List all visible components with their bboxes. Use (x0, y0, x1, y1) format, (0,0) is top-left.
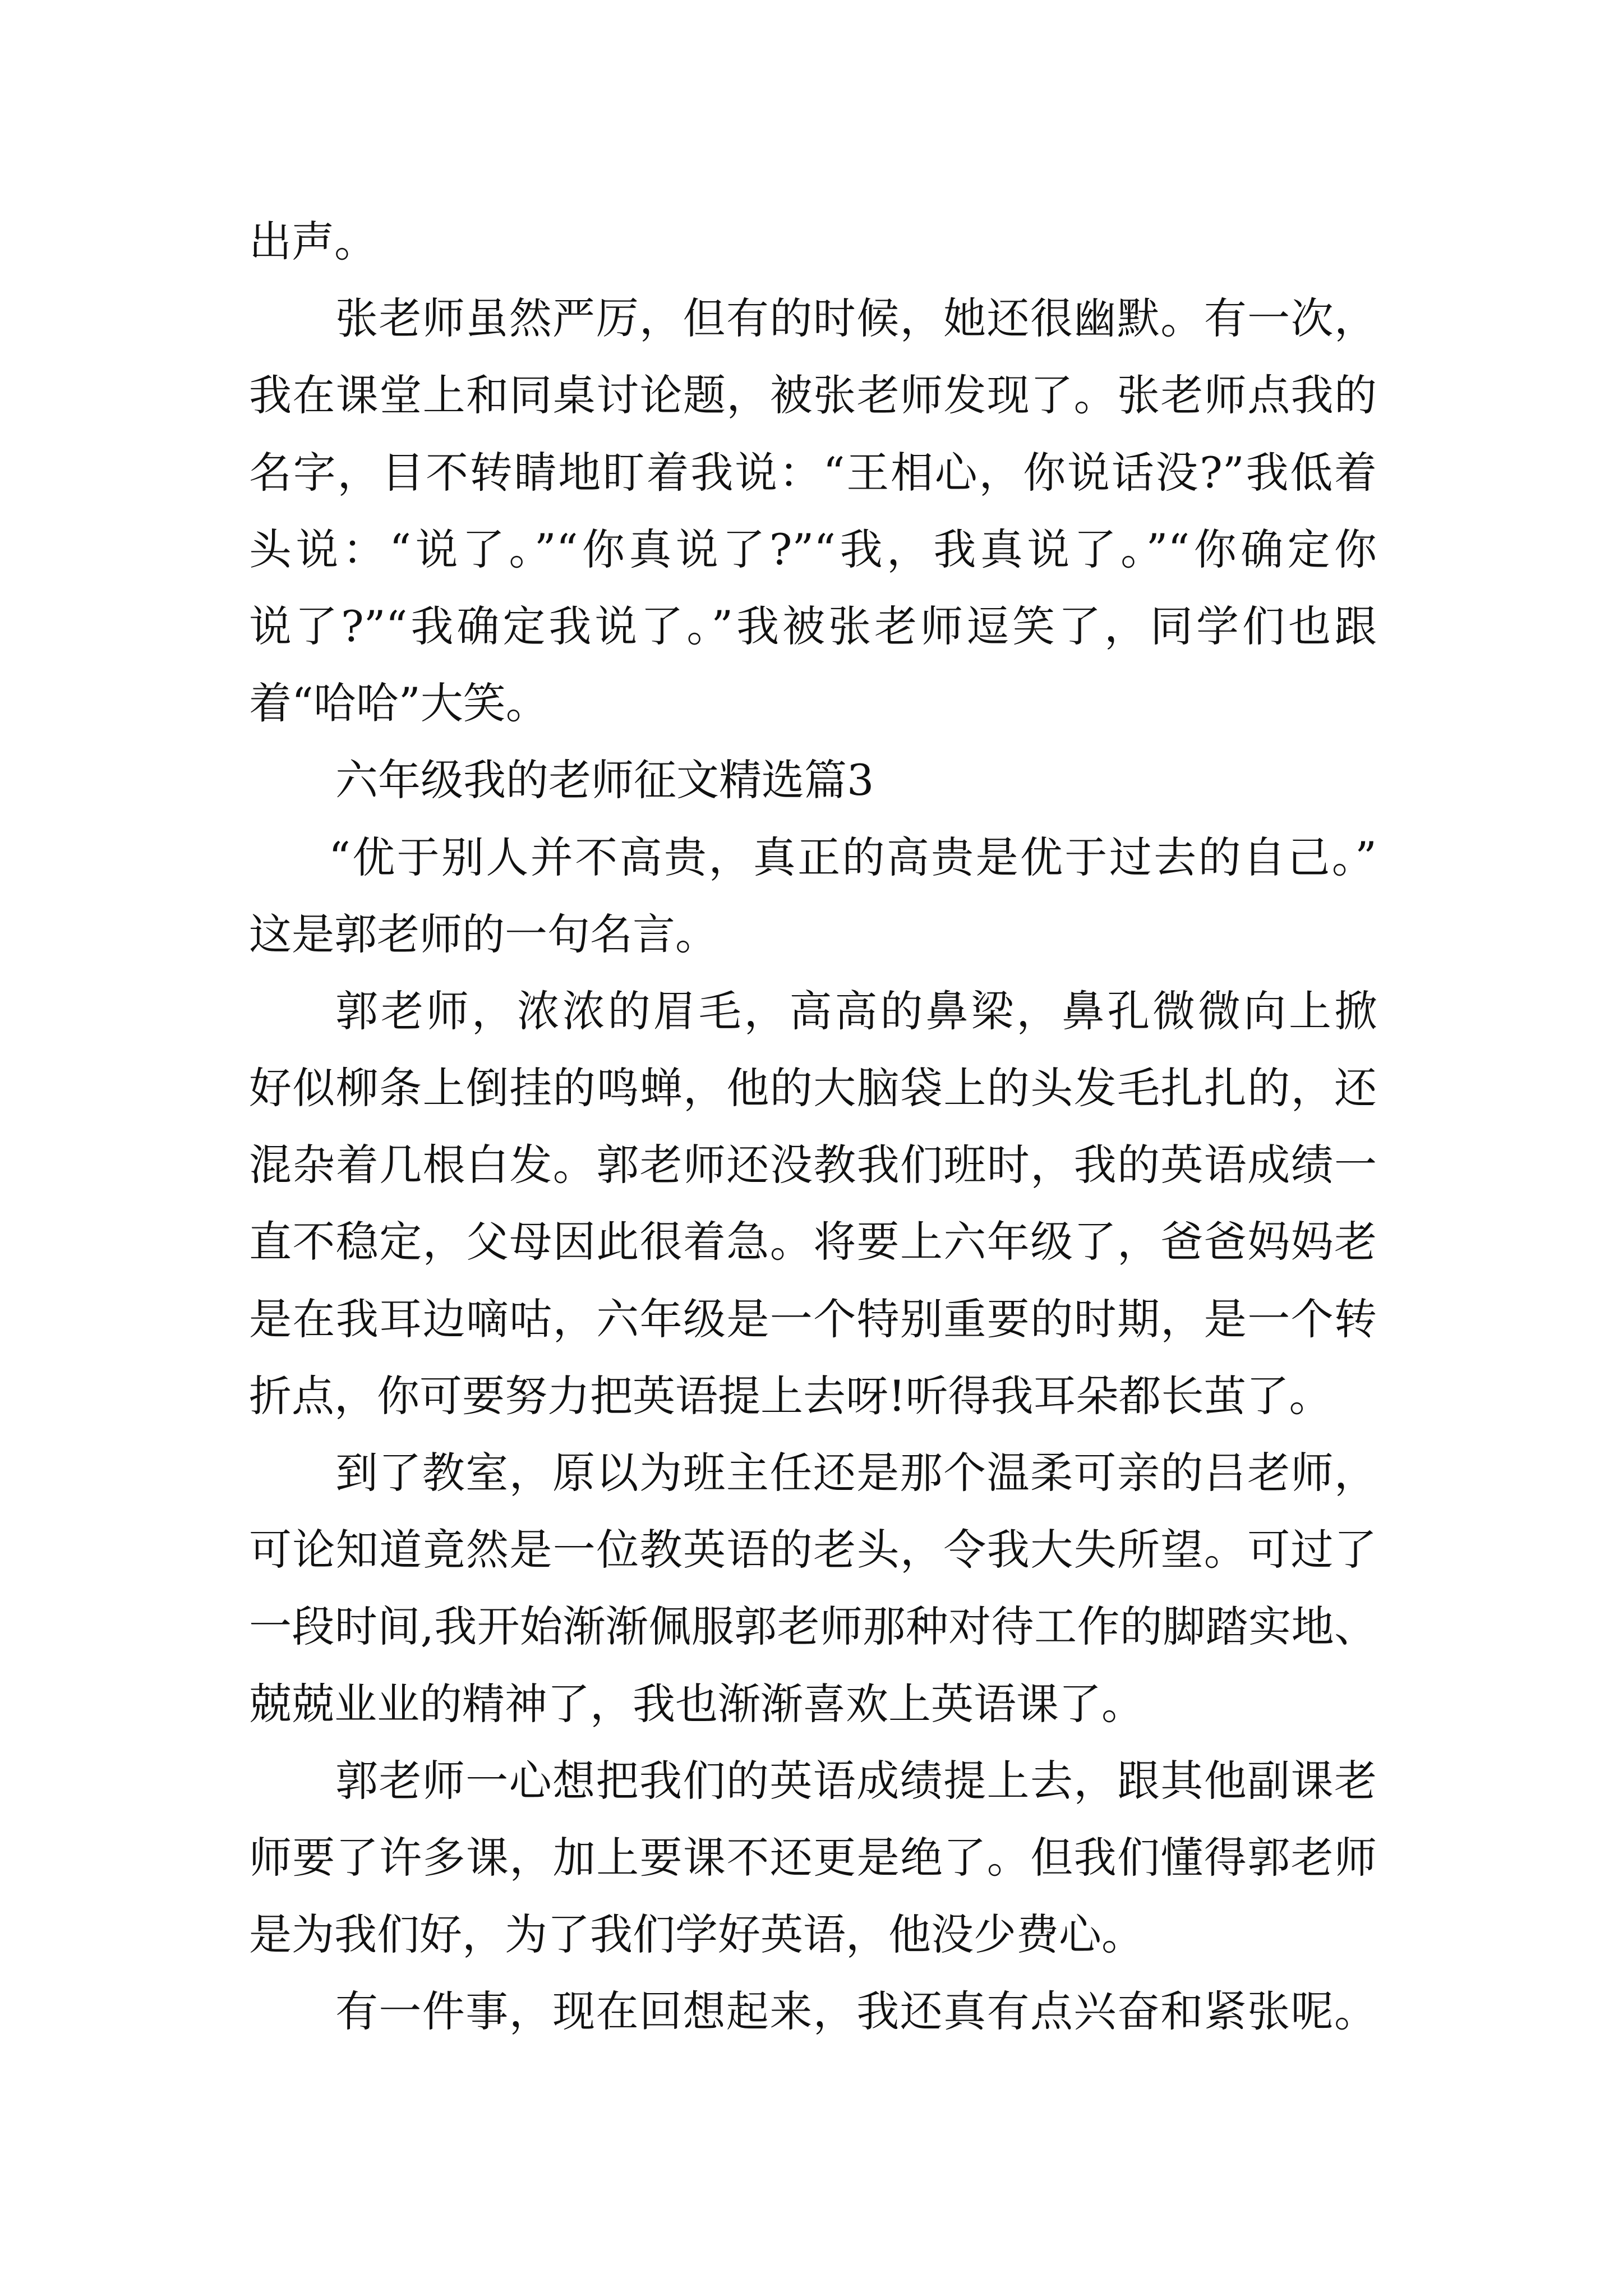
text-line: 是为我们好，为了我们学好英语，他没少费心。 (249, 1910, 1144, 1960)
text-line: 出声。 (249, 217, 377, 266)
text-line: 头说：“说了。”“你真说了?”“我，我真说了。”“你确定你 (249, 524, 1377, 574)
text-line: 兢兢业业的精神了，我也渐渐喜欢上英语课了。 (249, 1678, 1144, 1729)
text-line: 一段时间,我开始渐渐佩服郭老师那种对待工作的脚踏实地、 (249, 1602, 1377, 1652)
document-page (249, 203, 1377, 2050)
text-line: 折点，你可要努力把英语提上去呀!听得我耳朵都长茧了。 (249, 1370, 1332, 1421)
text-line: 师要了许多课，加上要课不还更是绝了。但我们懂得郭老师 (249, 1832, 1377, 1883)
text-line: 张老师虽然严厉，但有的时候，她还很幽默。有一次， (335, 293, 1377, 344)
text-line: 郭老师一心想把我们的英语成绩提上去，跟其他副课老 (335, 1755, 1377, 1806)
paragraph (249, 1434, 1377, 1742)
text-line: 我在课堂上和同桌讨论题，被张老师发现了。张老师点我的 (249, 370, 1377, 421)
text-line: 着“哈哈”大笑。 (249, 678, 548, 729)
text-line: 是在我耳边嘀咕，六年级是一个特别重要的时期，是一个转 (249, 1294, 1377, 1344)
text-line: 可论知道竟然是一位教英语的老头，令我大失所望。可过了 (249, 1525, 1377, 1575)
paragraph (249, 819, 1377, 973)
text-line: 说了?”“我确定我说了。”我被张老师逗笑了，同学们也跟 (249, 601, 1377, 651)
paragraph (249, 1973, 1377, 2050)
paragraph (249, 973, 1377, 1434)
paragraph (249, 280, 1377, 742)
text-line: 名字，目不转睛地盯着我说：“王相心，你说话没?”我低着 (249, 447, 1377, 498)
text-line: 郭老师，浓浓的眉毛，高高的鼻梁，鼻孔微微向上掀 (335, 986, 1377, 1036)
text-line: 直不稳定，父母因此很着急。将要上六年级了，爸爸妈妈老 (249, 1217, 1377, 1267)
text-line: 好似柳条上倒挂的鸣蝉，他的大脑袋上的头发毛扎扎的，还 (249, 1063, 1377, 1114)
text-line: “优于别人并不高贵，真正的高贵是优于过去的自己。” (329, 832, 1377, 882)
text-line: 到了教室，原以为班主任还是那个温柔可亲的吕老师， (335, 1448, 1377, 1498)
text-line: 有一件事，现在回想起来，我还真有点兴奋和紧张呢。 (335, 1986, 1377, 2037)
paragraph-continuation (249, 203, 1377, 280)
text-line: 混杂着几根白发。郭老师还没教我们班时，我的英语成绩一 (249, 1140, 1377, 1190)
section-heading: 六年级我的老师征文精选篇3 (335, 755, 874, 806)
text-line: 这是郭老师的一句名言。 (249, 909, 718, 959)
paragraph (249, 1742, 1377, 1973)
